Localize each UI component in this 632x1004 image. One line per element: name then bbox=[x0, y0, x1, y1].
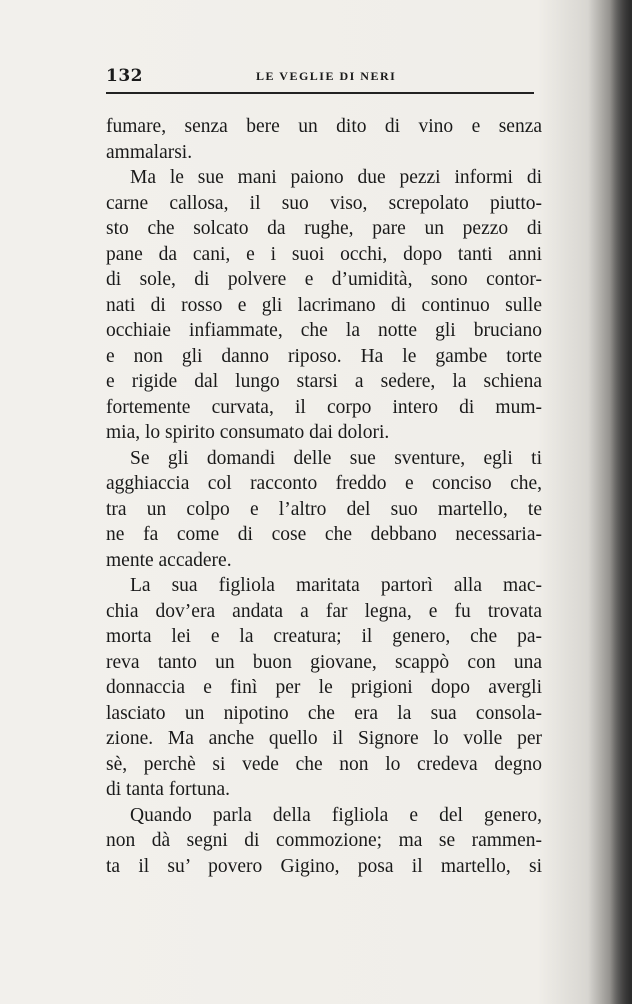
text-line: sto che solcato da rughe, pare un pezzo di bbox=[106, 218, 542, 239]
text-line: di sole, di polvere e d’umidità, sono contor- bbox=[106, 269, 542, 290]
text-line: e non gli danno riposo. Ha le gambe torte bbox=[106, 345, 542, 367]
text-line: reva tanto un buon giovane, scappò con una bbox=[106, 651, 542, 673]
header-rule bbox=[106, 92, 534, 94]
text-line: chia dov’era andata a far legna, e fu trovata bbox=[106, 600, 542, 622]
page-header bbox=[106, 66, 536, 88]
text-line: Ma le sue mani paiono due pezzi informi di bbox=[130, 167, 542, 188]
text-line: fumare, senza bere un dito di vino e senza bbox=[106, 116, 542, 137]
text-line: mente accadere. bbox=[106, 549, 232, 571]
text-line: pane da cani, e i suoi occhi, dopo tanti anni bbox=[106, 243, 542, 265]
body-text bbox=[106, 114, 542, 879]
text-line: occhiaie infiammate, che la notte gli bruciano bbox=[106, 320, 542, 341]
text-line: lasciato un nipotino che era la sua consola- bbox=[106, 702, 542, 724]
text-line: e rigide dal lungo starsi a sedere, la schiena bbox=[106, 371, 542, 392]
text-line: donnaccia e finì per le prigioni dopo avergli bbox=[106, 677, 542, 698]
text-line: sè, perchè si vede che non lo credeva degno bbox=[106, 753, 542, 775]
text-line: Quando parla della figliola e del genero, bbox=[130, 804, 542, 826]
text-line: agghiaccia col racconto freddo e conciso che, bbox=[106, 473, 542, 494]
text-line: nati di rosso e gli lacrimano di continuo sulle bbox=[106, 294, 542, 316]
text-line: Se gli domandi delle sue sventure, egli ti bbox=[130, 447, 542, 469]
text-line: di tanta fortuna. bbox=[106, 779, 230, 800]
text-line: carne callosa, il suo viso, screpolato piutto- bbox=[106, 192, 542, 214]
page-number: 132 bbox=[106, 66, 143, 86]
text-line: non dà segni di commozione; ma se rammen- bbox=[106, 830, 542, 851]
running-title: LE VEGLIE DI NERI bbox=[256, 69, 397, 83]
binding-shadow bbox=[610, 0, 632, 1004]
text-line: La sua figliola maritata partorì alla mac- bbox=[130, 575, 542, 596]
text-line: ta il su’ povero Gigino, posa il martello, si bbox=[106, 855, 542, 877]
text-line: morta lei e la creatura; il genero, che pa- bbox=[106, 626, 542, 647]
text-line: zione. Ma anche quello il Signore lo volle per bbox=[106, 728, 542, 749]
text-line: fortemente curvata, il corpo intero di mum- bbox=[106, 396, 542, 418]
text-line: ammalarsi. bbox=[106, 141, 193, 163]
text-line: mia, lo spirito consumato dai dolori. bbox=[106, 422, 390, 443]
text-line: ne fa come di cose che debbano necessaria- bbox=[106, 524, 542, 545]
text-line: tra un colpo e l’altro del suo martello, te bbox=[106, 498, 542, 520]
